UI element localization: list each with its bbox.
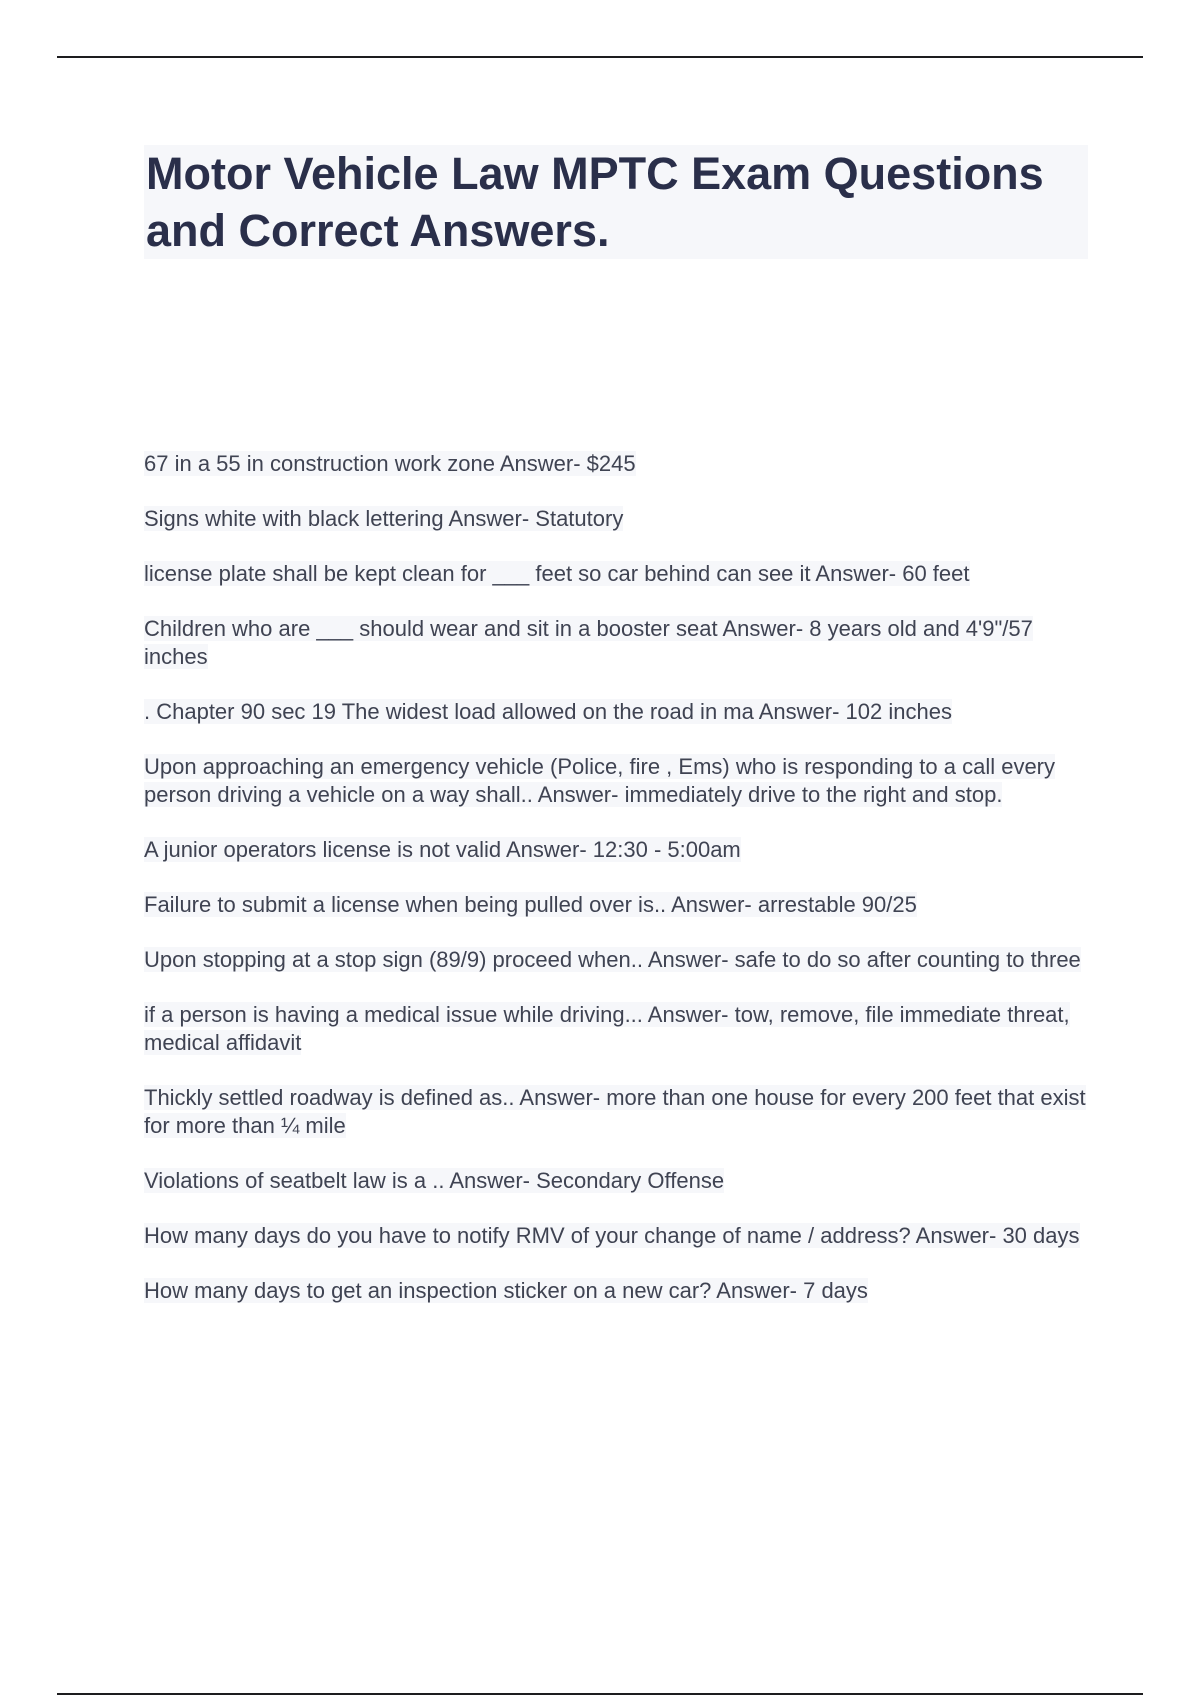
qa-text: Violations of seatbelt law is a .. Answer- Secondary Offense [144, 1168, 725, 1193]
qa-list [144, 450, 1094, 1305]
qa-item [144, 505, 1094, 533]
qa-text: Signs white with black lettering Answer- Statutory [144, 506, 624, 531]
bottom-divider [57, 1693, 1143, 1695]
qa-text: 67 in a 55 in construction work zone Answer- $245 [144, 451, 636, 476]
qa-item [144, 450, 1094, 478]
qa-text: if a person is having a medical issue while driving... Answer- tow, remove, file immediate threat, medical affidavit [144, 1002, 1070, 1055]
qa-text: How many days do you have to notify RMV of your change of name / address? Answer- 30 days [144, 1223, 1080, 1248]
title-block [144, 145, 1088, 259]
qa-item [144, 1222, 1094, 1250]
qa-item [144, 1277, 1094, 1305]
document-title: Motor Vehicle Law MPTC Exam Questions and Correct Answers. [146, 148, 1044, 256]
qa-item [144, 946, 1094, 974]
qa-text: Thickly settled roadway is defined as.. Answer- more than one house for every 200 feet that exist for more than ¼ mile [144, 1085, 1086, 1138]
top-divider [57, 56, 1143, 58]
qa-item [144, 560, 1094, 588]
qa-item [144, 1084, 1094, 1140]
qa-text: How many days to get an inspection sticker on a new car? Answer- 7 days [144, 1278, 868, 1303]
qa-item [144, 891, 1094, 919]
qa-text: . Chapter 90 sec 19 The widest load allowed on the road in ma Answer- 102 inches [144, 699, 952, 724]
qa-text: Children who are ___ should wear and sit in a booster seat Answer- 8 years old and 4'9"/57 inches [144, 616, 1033, 669]
qa-item [144, 836, 1094, 864]
qa-item [144, 698, 1094, 726]
qa-text: license plate shall be kept clean for ___ feet so car behind can see it Answer- 60 feet [144, 561, 970, 586]
qa-item [144, 1001, 1094, 1057]
qa-text: A junior operators license is not valid Answer- 12:30 - 5:00am [144, 837, 741, 862]
qa-text: Upon approaching an emergency vehicle (Police, fire , Ems) who is responding to a call every person driving a vehicle on a way shall.. Answer- immediately drive to the right and stop. [144, 754, 1056, 807]
qa-text: Failure to submit a license when being pulled over is.. Answer- arrestable 90/25 [144, 892, 917, 917]
qa-text: Upon stopping at a stop sign (89/9) proceed when.. Answer- safe to do so after counting to three [144, 947, 1081, 972]
qa-item [144, 1167, 1094, 1195]
qa-item [144, 615, 1094, 671]
qa-item [144, 753, 1094, 809]
